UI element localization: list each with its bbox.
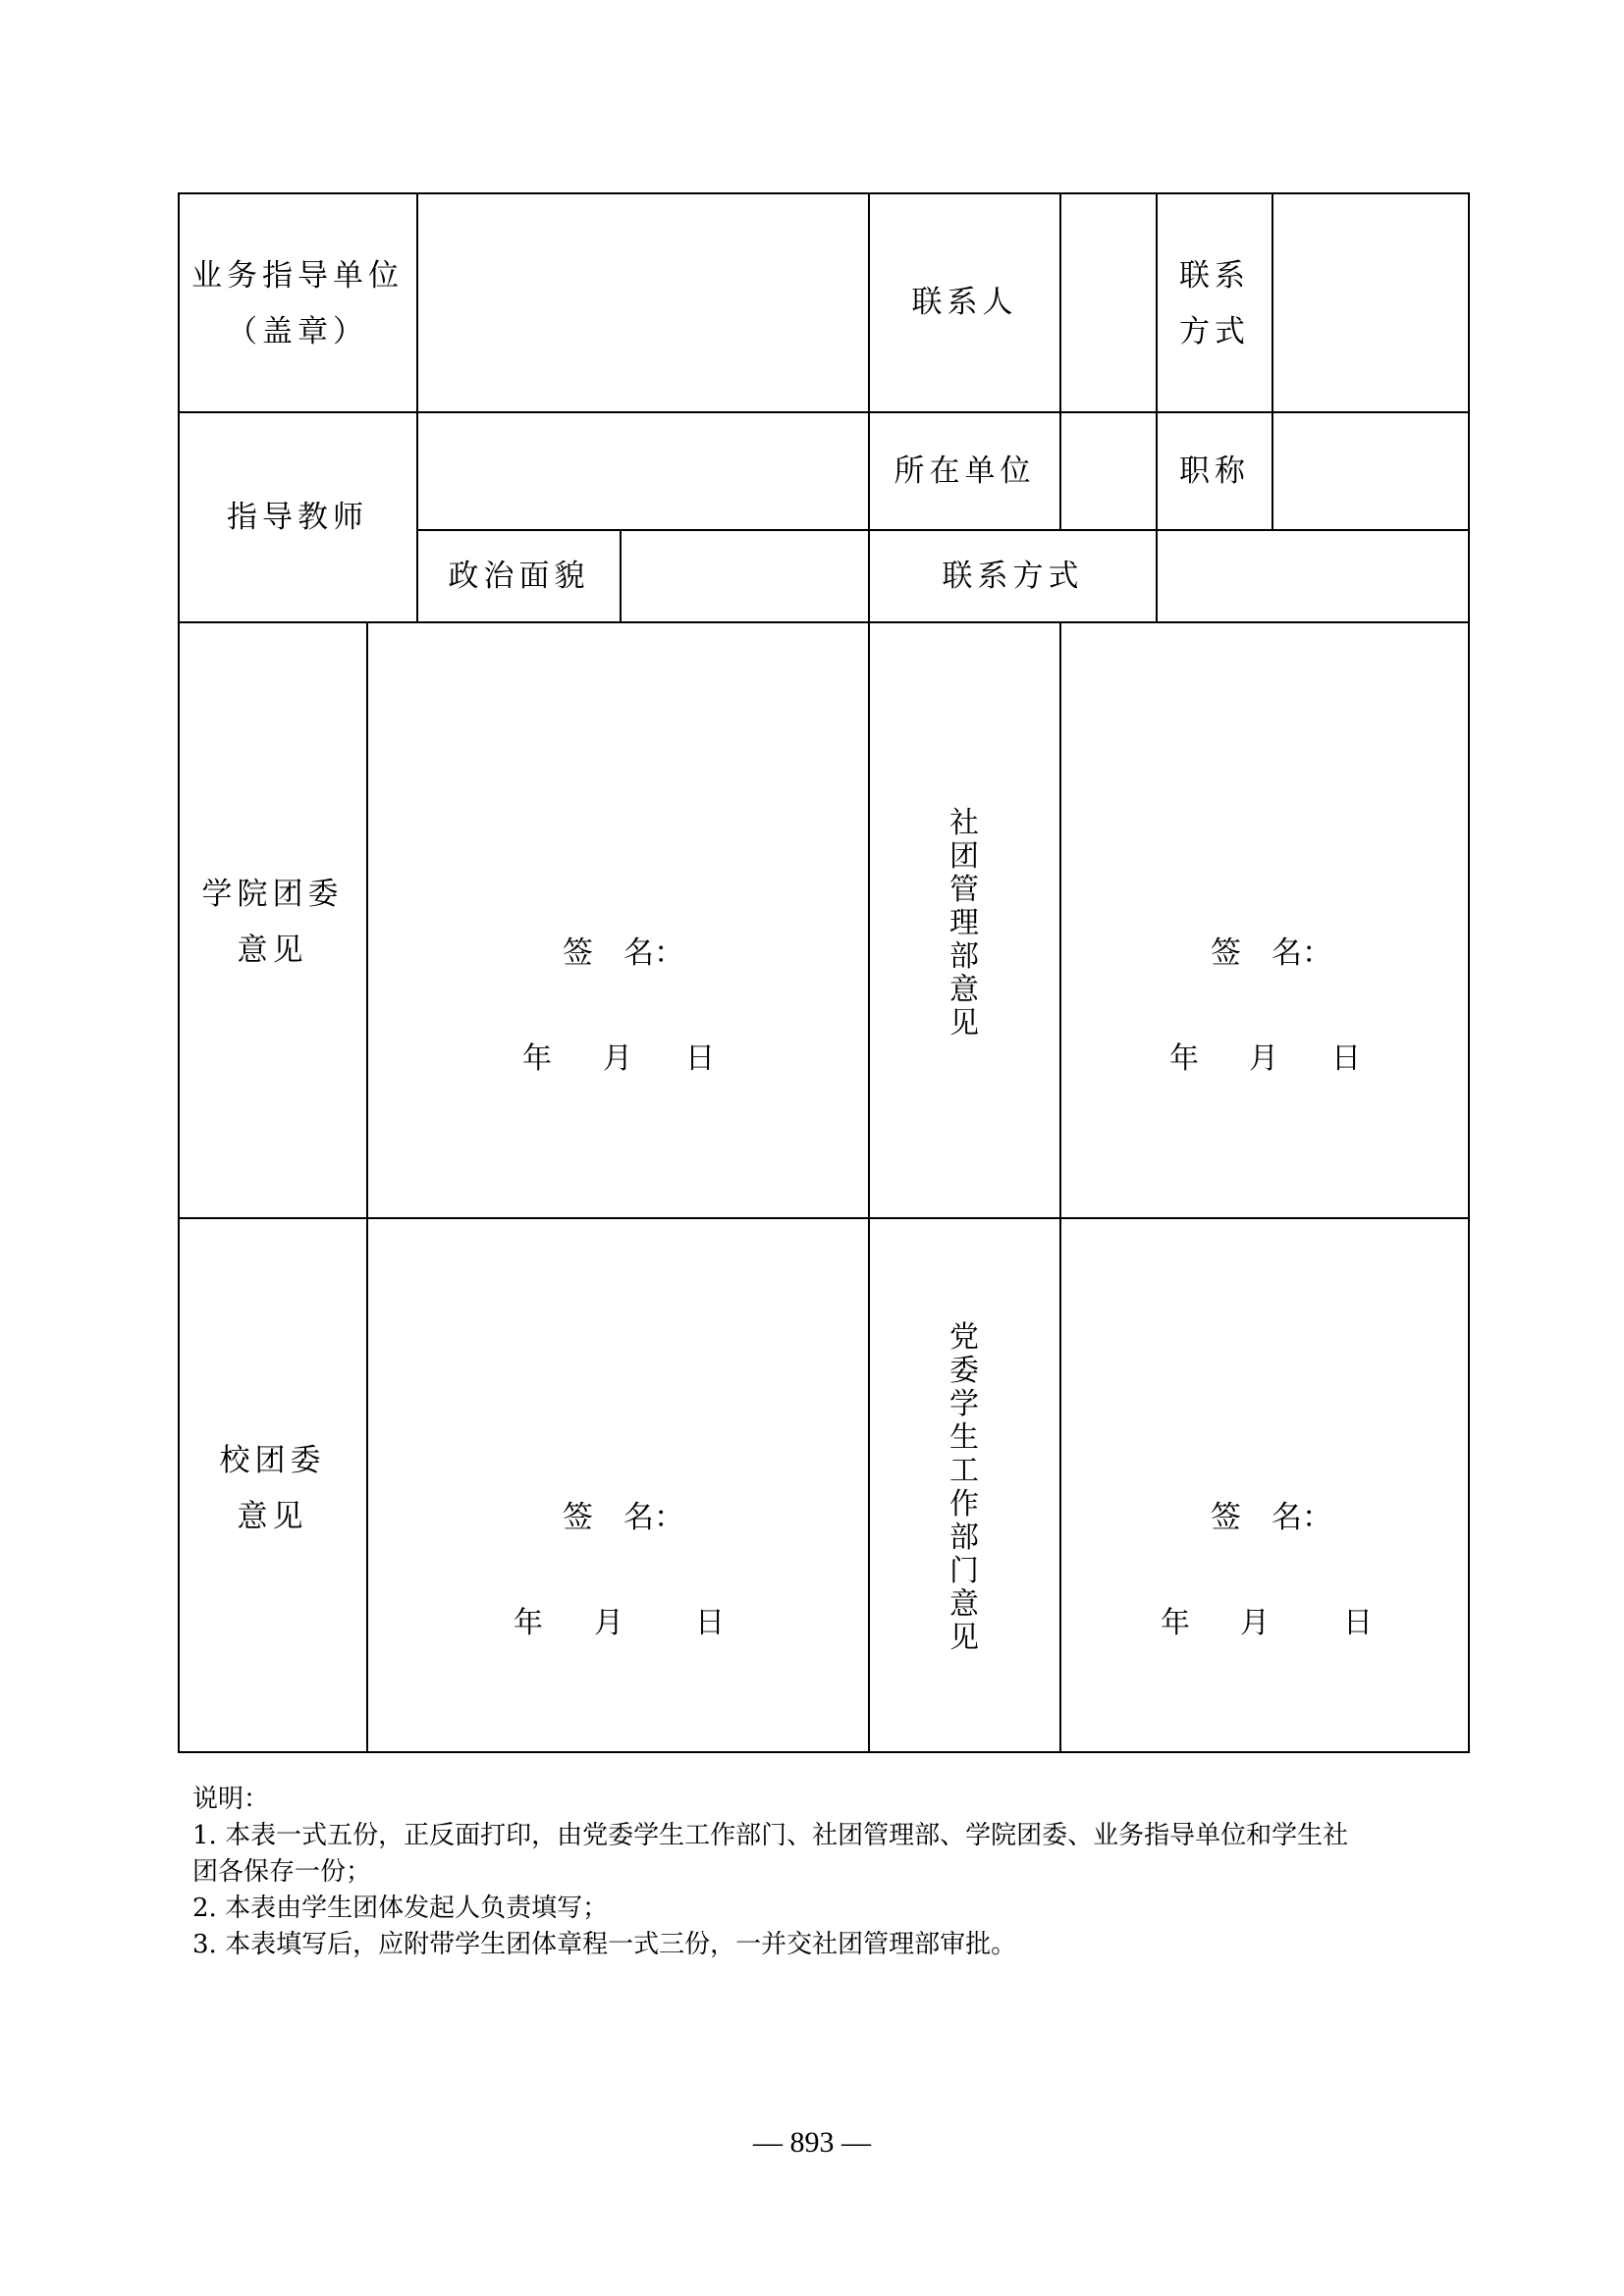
contact-method-label	[1158, 250, 1272, 358]
political-status-label	[418, 531, 620, 621]
affiliation-label	[870, 413, 1059, 529]
contact-person-text: 联系人	[911, 285, 1018, 320]
row-divider	[178, 621, 1470, 623]
label-char: 见	[949, 1006, 979, 1041]
form-notes	[192, 1782, 1498, 1963]
col-divider	[366, 621, 368, 1753]
advisor-contact-label	[870, 531, 1156, 621]
college-league-month: 月	[603, 1041, 632, 1076]
college-league-label-line2: 意见	[237, 933, 308, 968]
school-league-label	[179, 1435, 366, 1543]
party-dept-month: 月	[1240, 1606, 1270, 1640]
notes-item-2: 2. 本表由学生团体发起人负责填写；	[192, 1894, 609, 1923]
advisor-text: 指导教师	[227, 499, 368, 535]
contact-method-label-line2: 方式	[1179, 314, 1250, 349]
label-char: 委	[949, 1354, 979, 1388]
label-char: 团	[949, 839, 979, 874]
advisor-name-field[interactable]	[418, 413, 868, 529]
table-border-right	[1468, 192, 1470, 1753]
school-league-label-line2: 意见	[237, 1499, 308, 1534]
label-char: 党	[949, 1320, 979, 1355]
guidance-unit-label	[179, 250, 416, 358]
college-league-day: 日	[685, 1041, 715, 1076]
label-char: 意	[949, 973, 979, 1007]
advisor-contact-field[interactable]	[1158, 531, 1468, 621]
label-char: 生	[949, 1420, 979, 1455]
notes-item-1-cont: 团各保存一份；	[192, 1857, 372, 1887]
school-league-month: 月	[594, 1606, 623, 1640]
label-char: 见	[949, 1621, 979, 1655]
contact-person-label	[870, 194, 1059, 411]
row-divider	[178, 1217, 1470, 1219]
club-dept-year: 年	[1169, 1041, 1199, 1076]
advisor-contact-text: 联系方式	[942, 558, 1084, 594]
school-league-signature-label: 签 名：	[563, 1500, 684, 1535]
college-league-year: 年	[522, 1041, 552, 1076]
party-dept-year: 年	[1161, 1606, 1190, 1640]
label-char: 社	[949, 806, 979, 840]
label-char: 意	[949, 1587, 979, 1622]
party-dept-day: 日	[1343, 1606, 1373, 1640]
guidance-unit-label-line1: 业务指导单位	[191, 258, 404, 294]
club-dept-signature-label: 签 名：	[1211, 935, 1332, 971]
title-field[interactable]	[1273, 413, 1468, 529]
club-dept-label	[947, 807, 982, 1041]
college-league-signature-label: 签 名：	[563, 935, 684, 971]
label-char: 工	[949, 1454, 979, 1488]
political-status-field[interactable]	[622, 531, 868, 621]
college-league-label	[179, 869, 366, 977]
guidance-unit-label-line2: （盖章）	[227, 314, 368, 349]
label-char: 门	[949, 1554, 979, 1588]
notes-item-1: 1. 本表一式五份，正反面打印，由党委学生工作部门、社团管理部、学院团委、业务指导单位和学生社	[192, 1821, 1349, 1850]
school-league-day: 日	[695, 1606, 725, 1640]
label-char: 部	[949, 1521, 979, 1555]
club-dept-day: 日	[1331, 1041, 1361, 1076]
table-border-bottom	[178, 1751, 1470, 1753]
affiliation-field[interactable]	[1061, 413, 1156, 529]
notes-item-3: 3. 本表填写后，应附带学生团体章程一式三份，一并交社团管理部审批。	[192, 1930, 1017, 1959]
contact-person-field[interactable]	[1061, 194, 1156, 411]
label-char: 理	[949, 906, 979, 940]
title-label	[1158, 413, 1272, 529]
school-league-year: 年	[514, 1606, 543, 1640]
title-text: 职称	[1179, 453, 1250, 489]
guidance-unit-field[interactable]	[418, 194, 868, 411]
advisor-label	[179, 413, 416, 621]
label-char: 管	[949, 873, 979, 907]
affiliation-text: 所在单位	[893, 453, 1036, 489]
contact-method-label-line1: 联系	[1179, 258, 1250, 294]
college-league-label-line1: 学院团委	[201, 877, 344, 912]
label-char: 学	[949, 1387, 979, 1421]
page-number: — 893 —	[753, 2126, 871, 2159]
label-char: 作	[949, 1487, 979, 1522]
school-league-label-line1: 校团委	[219, 1443, 326, 1478]
political-status-text: 政治面貌	[448, 558, 590, 594]
party-dept-signature-label: 签 名：	[1211, 1500, 1332, 1535]
notes-heading: 说明：	[192, 1785, 270, 1814]
label-char: 部	[949, 939, 979, 974]
club-dept-month: 月	[1249, 1041, 1278, 1076]
contact-method-field[interactable]	[1273, 194, 1468, 411]
party-dept-label	[947, 1321, 982, 1655]
col-divider	[1059, 621, 1061, 1753]
